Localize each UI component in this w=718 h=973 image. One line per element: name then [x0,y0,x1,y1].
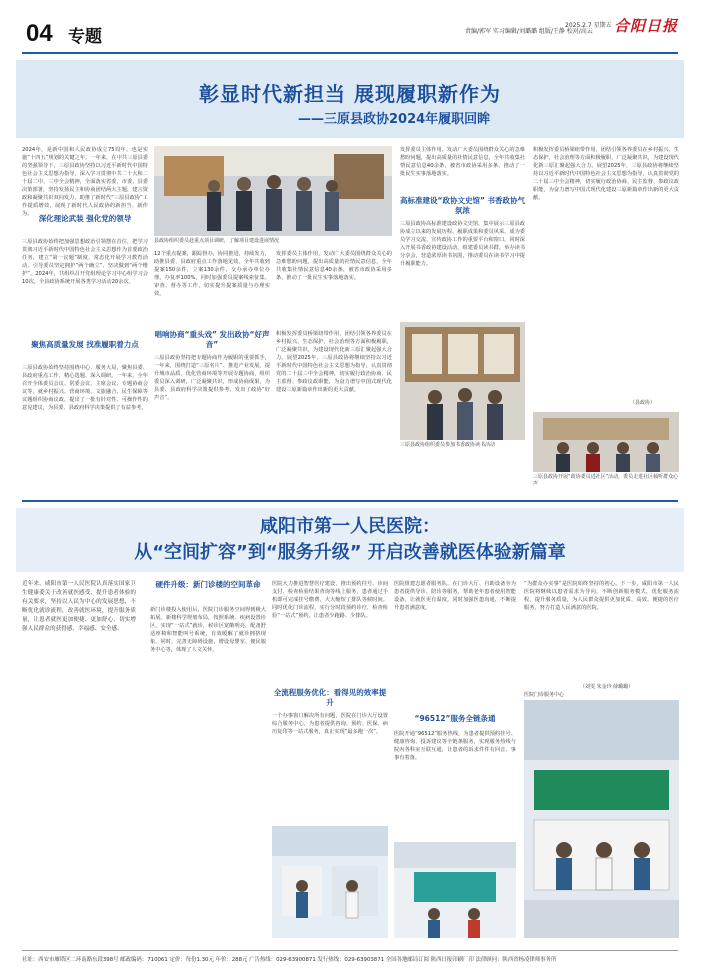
issue-date: 2025.2.7 星期五 [565,22,612,29]
article2-heading-1: 硬件升级：新门诊楼的空间革命 [155,580,261,589]
header-rule [22,52,678,54]
article1-paragraph: 三原县政协始终把加强思想政治引领摆在首位，把学习贯彻习近平新时代中国特色社会主义思想作为首要政治任务，建立“第一议题”制度，常态化开展学习教育活动，引导委员坚定拥护“两个确立”、坚决做到“两个维护”。2024年，共组织召开党组理论学习中心组学习会10次，全县政协系统开展各类学习活动20余次。 [22,239,148,285]
section-label: 专题 [68,27,102,47]
editors-line: 责编/郭军 实习编辑/刘璐璐 组版/王静 校对/高云 [465,28,593,35]
service-center-photo [524,700,679,938]
meeting-photo [154,146,392,236]
article2-title-line1: 咸阳市第一人民医院： [260,516,440,537]
page-footer: 社址：西安市雁塔区二环南路东段398号 邮政编码：710061 定价：每份1.30元 年价：288元 广告热线：029-63900871 发行热线：029-63903871 全国各地邮局订阅 陕西日报印刷厂印 法律顾问：陕西省杨凌律师事务所 [22,950,678,963]
article1-paragraph: 发挥委员主体作用，发动广大委员围绕群众关心的急难愁盼问题，提出高质量的社情民意信息，全年共收集社情民意信息40余条，被省市政协采用多条，推动了一批民生实事落地落实。 [400,147,525,177]
service-center-photo-image [524,700,679,938]
article1-subtitle: ——三原县政协2024年履职回眸 [298,112,491,127]
article2-paragraph: “为群众办实事”是医院始终坚持的初心。下一步，咸阳市第一人民医院将继续以患者需求为导向，不断创新服务模式，优化服务流程，提升服务质量，为人民群众提供更加优质、高效、便捷的医疗服务，努力打造人民满意的医院。 [524,581,679,611]
article1-paragraph: 发挥委员主体作用，发动广大委员围绕群众关心的急难愁盼问题，提出高质量的社情民意信息，全年共收集社情民意信息40余条，被省市政协采用多条，推动了一批民生实事落地落实。 [276,251,392,281]
page-header [0,0,700,54]
article1-heading-1: 深化理论武装 强化党的领导 [38,214,132,223]
article1-paragraph: 积极发挥委员桥梁纽带作用，团结引领各界委员在乡村振兴、生态保护、社会治理等方面积极履职，广泛凝聚共识，为建设现代化新三原汇聚起强大合力。展望2025年，三原县政协将继续坚持以习近平新时代中国特色社会主义思想为指导，认真贯彻党的二十届三中全会精神，切实履行政治协商、民主监督、参政议政职能，为奋力谱写中国式现代化建设三原新篇章作出新的更大贡献。 [276,331,392,393]
article1-byline: （县政协） [630,400,656,406]
article2-paragraph: 一个办事窗口解决所有问题，医院在门诊大厅设置综合服务中心，为患者提供咨询、预约、医保、病历复印等一站式服务，真正实现“最多跑一次”。 [272,713,388,735]
article2-paragraph: 医院组建志愿者服务队，在门诊大厅、自助设备旁为患者提供导诊、陪诊等服务，帮助老年患者使用智能设备，让就医更有温度。同时加强医患沟通，不断提升患者满意度。 [394,581,516,611]
article1-paragraph: 三原县政协坚持把专题协商作为履职的重要抓手，一年来，围绕打造“三原名片”、推进产业发展、提升城市品质、优化营商环境等开展专题协商，组织委员深入调研，广泛凝聚共识，形成协商成果，为县委、县政府科学决策提供参考，发出了政协“好声音”。 [154,355,270,401]
article1-heading-2: 聚焦高质量发展 找准履职着力点 [31,340,139,349]
community-photo-caption: 三原县政协开展“政协委员进社区”活动，委员走进社区倾听群众心声 [533,474,679,487]
article2-title-line2: 从“空间扩容”到“服务升级” 开启改善就医体验新篇章 [134,542,566,563]
newspaper-logo: 合阳日报 [614,17,679,35]
reading-event-photo-image [400,322,525,440]
article1-paragraph: 三原县政协始终坚持围绕中心、服务大局，聚焦县委、县政府重点工作，精心选题、深入调研。一年来，全年召开全体委员会议、常委会议、主席会议、专题协商会议等，就乡村振兴、营商环境、文旅融合、民生保障等议题组织协商议政，提出了一批有针对性、可操作性的意见建议，为县委、县政府科学决策提供了有益参考。 [22,365,148,411]
meeting-photo-caption: 县政协组织委员赴重点项目调研，了解项目建设进展情况 [154,238,280,244]
article2-byline: （刘雯 朱金玲 薛璐璐） [580,684,634,690]
article2-paragraph: 医院大力推进智慧医疗建设，推出预约挂号、诊间支付、检查检验结果查询等线上服务，患者通过手机即可完成挂号缴费，大大缩短了排队等候时间。同时优化门诊流程，实行分时段预约诊疗，检查检验“一站式”预约，让患者少跑路、少排队。 [272,581,388,619]
article1-intro: 2024年，是新中国和人民政协成立75周年，也是实施“十四五”规划的关键之年。一年来，在中共三原县委的坚强领导下，三原县政协坚持以习近平新时代中国特色社会主义思想为指导，深入学习贯彻中共二十大和二十届二中、三中全会精神，全面落实省委、市委、县委决策部署，坚持发扬民主和协商团结两大主题，建言资政和凝聚共识双向发力，助推了新时代“三原县政协”工作提质增效，展现了新时代人民政协的新担当、新作为。 [22,147,148,217]
article1-heading-4: 高标准建设“政协文史馆” 书香政协气氛浓 [400,196,525,215]
article2-paragraph: 新门诊楼投入使用后，医院门诊服务空间得到极大拓展。新楼科学规划布局，按照系统、疾病设置诊区，实现“一站式”就诊，候诊区宽敞明亮，配备舒适座椅和智能叫号系统，有效缓解了就诊拥挤现象。同时，完善无障碍设施，增设母婴室、便民服务中心等，体现了人文关怀。 [150,607,266,653]
reading-event-photo-caption: 三原县政协组织委员参加书香政协读书活动 [400,442,496,448]
article1-paragraph: 12个重点提案，跟踪督办，协同推进，持续发力，助推县委、县政府重点工作落地见效。全年共收到提案150余件，立案130余件，交办承办单位办理，办复率100%。同时加强委员提案线索征集、审查、督办等工作，切实提升提案质量与办理实效。 [154,251,270,297]
page-number: 04 [26,20,53,47]
hospital-photo-image [272,826,388,938]
article-divider [22,500,678,502]
service-center-caption: 医院门诊服务中心 [524,692,565,698]
article1-paragraph: 三原县政协高标准建设政协文史馆，集中展示三原县政协成立以来的发展历程、履职成果和委员风采，成为委员学习交流、宣传政协工作的重要平台和窗口。同时深入开展书香政协建设活动，组建委员读书群，举办读书分享会，营造浓厚读书氛围，推动委员在读书学习中提升履职能力。 [400,221,525,267]
article2-paragraph: 医院开通“96512”服务热线，为患者提供预约挂号、健康咨询、投诉建议等全链条服务，实现服务热线与院内各科室互联互通，让患者的诉求件件有回音、事事有着落。 [394,731,516,761]
article2-heading-2: 全流程服务优化：看得见的效率提升 [273,688,387,707]
article1-heading-3: 唱响协商“重头戏” 发出政协“好声音” [154,330,270,349]
hospital-photo [272,826,388,938]
article2-heading-3: “96512”服务全链条通 [414,714,496,723]
article1-title: 彰显时代新担当 展现履职新作为 [199,82,501,106]
community-photo-image [533,412,679,472]
article2-intro: 近年来，咸阳市第一人民医院认真落实国家卫生健康委关于改善就医感受、提升患者体验的有关要求，坚持以人民为中心的发展思想，不断优化就诊流程，改善就医环境，提升服务质量，让患者就医更加便捷、更加舒心，切实增强人民群众的获得感、幸福感、安全感。 [22,581,136,632]
meeting-photo-image [154,146,392,236]
article1-paragraph: 积极发挥委员桥梁纽带作用，团结引领各界委员在乡村振兴、生态保护、社会治理等方面积极履职，广泛凝聚共识，为建设现代化新三原汇聚起强大合力。展望2025年，三原县政协将继续坚持以习近平新时代中国特色社会主义思想为指导，认真贯彻党的二十届三中全会精神，切实履行政治协商、民主监督、参政议政职能，为奋力谱写中国式现代化建设三原新篇章作出新的更大贡献。 [533,147,679,201]
hospital-hall-photo-image [394,842,516,938]
reading-event-photo [400,322,525,440]
hospital-hall-photo [394,842,516,938]
community-photo [533,412,679,472]
